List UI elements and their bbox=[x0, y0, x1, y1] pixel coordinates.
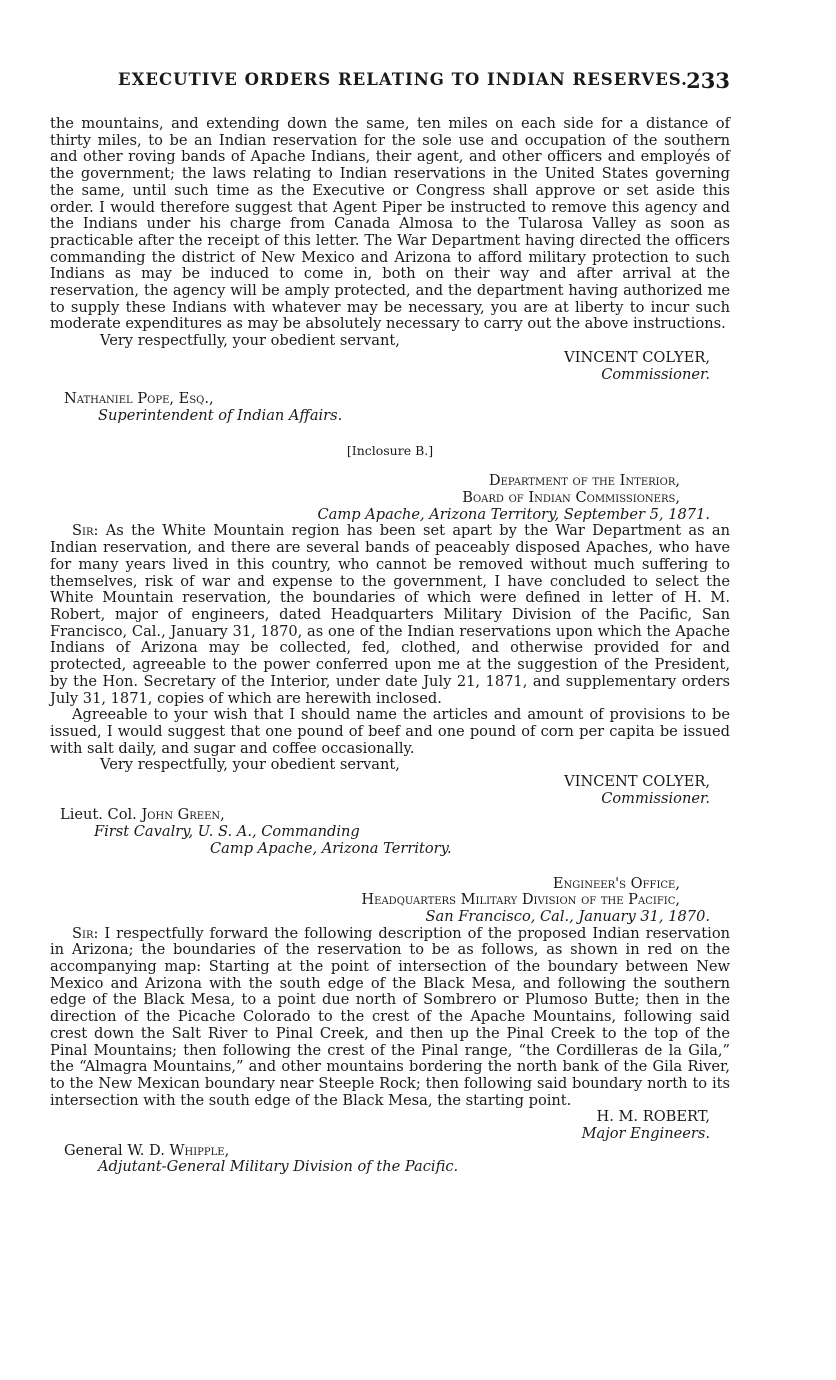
letter3-signer-role: Major Engineers. bbox=[581, 1125, 710, 1143]
letter2-paragraph-2: Agreeable to your wish that I should name the articles and amount of provisions to be issued, I would suggest that one pound of beef and one pound of corn per capita be issued with salt daily, and sugar and coffee occasionally. bbox=[50, 706, 730, 757]
letter2-dateline bbox=[50, 473, 730, 523]
letter3-addressee-title: Adjutant-General Military Division of the Pacific. bbox=[98, 1158, 459, 1176]
letter3-salutation: Sir: bbox=[72, 924, 99, 942]
letter1-addressee-name: Nathaniel Pope, Esq., bbox=[64, 390, 214, 408]
letter2-salutation: Sir: bbox=[72, 522, 99, 540]
letter1-addressee bbox=[50, 391, 730, 424]
letter3-dateline bbox=[50, 876, 730, 926]
letter2-signer: VINCENT COLYER, bbox=[564, 773, 710, 791]
letter1-signer: VINCENT COLYER, bbox=[564, 348, 710, 366]
letter1-signer-role: Commissioner. bbox=[601, 365, 710, 383]
letter2-addressee-name: John Green, bbox=[141, 806, 225, 824]
letter3-office: Engineer's Office, bbox=[552, 874, 680, 892]
letter2-signer-role: Commissioner. bbox=[601, 789, 710, 807]
letter2-paragraph-1 bbox=[50, 523, 730, 707]
letter2-paragraph-1-text: As the White Mountain region has been set apart by the War Department as an Indian reservation, and there are several bands of peaceably disposed Apaches, who have for many years lived in this country, who cannot be removed without much suffering to themselves, risk of war and expense to the government, I have concluded to select the White Mountain reservation, the boundaries of which were defined in letter of H. M. Robert, major of engineers, dated Headquarters Military Division of the Pacific, San Francisco, Cal., January 31, 1870, as one of the Indian reservations upon which the Apache Indians of Arizona may be collected, fed, clothed, and otherwise provided for and protected, agreeable to the power conferred upon me at the suggestion of the President, by the Hon. Secretary of the Interior, under date July 21, 1871, and supplementary orders July 31, 1871, copies of which are herewith inclosed. bbox=[50, 522, 730, 707]
letter3-signer: H. M. ROBERT, bbox=[596, 1108, 710, 1126]
letter3-paragraph-1 bbox=[50, 926, 730, 1110]
letter1-closing: Very respectfully, your obedient servant, bbox=[100, 332, 400, 350]
letter1-signature bbox=[50, 350, 730, 383]
letter2-addressee-line2: First Cavalry, U. S. A., Commanding bbox=[94, 823, 360, 841]
letter2-addressee-prefix: Lieut. Col. bbox=[60, 806, 137, 824]
letter3-signature bbox=[50, 1109, 730, 1142]
letter3-addressee bbox=[50, 1143, 730, 1176]
letter2-addressee-line3: Camp Apache, Arizona Territory. bbox=[210, 839, 452, 857]
letter3-headquarters: Headquarters Military Division of the Pacific, bbox=[361, 891, 680, 909]
letter1-body: the mountains, and extending down the same, ten miles on each side for a distance of thirty miles, to be an Indian reservation for the sole use and occupation of the southern and other roving bands of Apache Indians, their agent, and other officers and employés of the government; the laws relating to Indian reservations in the United States governing the same, until such time as the Executive or Congress shall approve or set aside this order. I would therefore suggest that Agent Piper be instructed to remove this agency and the Indians under his charge from Canada Almosa to the Tularosa Valley as soon as practicable after the receipt of this letter. The War Department having directed the officers commanding the district of New Mexico and Arizona to afford military protection to such Indians as may be induced to come in, both on their way and after arrival at the reservation, the agency will be amply protected, and the department having authorized me to supply these Indians with whatever may be necessary, you are at liberty to incur such moderate expenditures as may be absolutely necessary to carry out the above instructions. bbox=[50, 115, 730, 333]
letter3-paragraph-1-text: I respectfully forward the following description of the proposed Indian reservation in Arizona; the boundaries of the reservation to be as follows, as shown in red on the accompanying map: Starting at the point of intersection of the boundary between New Mexico and Arizona with the south edge of the Black Mesa, and following the southern edge of the Black Mesa, to a point due north of Sombrero or Plumoso Butte; then in the direction of the Picache Colorado to the crest of the Apache Mountains, following said crest down the Salt River to Pinal Creek, and then up the Pinal Creek to the top of the Pinal Mountains; then following the crest of the Pinal range, “the Cordilleras de la Gila,” the “Almagra Mountains,” and other mountains bordering the north bank of the Gila River, to the New Mexican boundary near Steeple Rock; then following said boundary north to its intersection with the south edge of the Black Mesa, the starting point. bbox=[50, 924, 731, 1109]
letter2-place-date: Camp Apache, Arizona Territory, September 5, 1871. bbox=[317, 505, 710, 523]
letter2-department: Department of the Interior, bbox=[488, 472, 680, 490]
page-body bbox=[50, 116, 730, 1176]
letter3-addressee-prefix: General bbox=[64, 1141, 123, 1159]
letter2-signature bbox=[50, 774, 730, 807]
letter2-addressee bbox=[50, 807, 730, 857]
running-title: EXECUTIVE ORDERS RELATING TO INDIAN RESERVES. bbox=[118, 70, 688, 89]
inclosure-label: [Inclosure B.] bbox=[346, 442, 434, 458]
letter3-addressee-name: W. D. Whipple, bbox=[127, 1141, 230, 1159]
letter2-board: Board of Indian Commissioners, bbox=[462, 489, 680, 507]
letter2-closing: Very respectfully, your obedient servant, bbox=[100, 756, 400, 774]
running-header bbox=[0, 68, 836, 98]
letter3-place-date: San Francisco, Cal., January 31, 1870. bbox=[425, 907, 710, 925]
letter1-addressee-title: Superintendent of Indian Affairs. bbox=[98, 406, 343, 424]
page-number: 233 bbox=[686, 68, 730, 93]
